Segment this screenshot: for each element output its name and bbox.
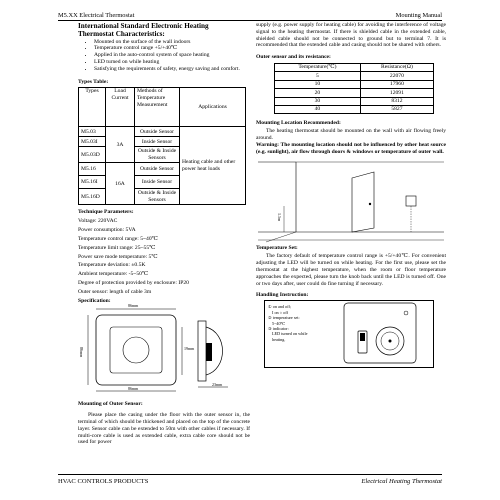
thermostat-front-svg bbox=[330, 301, 430, 365]
method-cell: Outside Sensor bbox=[135, 127, 180, 137]
doc-title: International Standard Electronic Heating Thermostat Characteristics: bbox=[78, 22, 209, 39]
header-right: Mounting Manual bbox=[395, 12, 442, 20]
bullet-item: • Mounted on the surface of the wall indoors bbox=[94, 39, 250, 46]
param-item: Power consumption: 5VA bbox=[78, 227, 136, 234]
legend-line: ② temperature set: bbox=[268, 315, 300, 321]
handling-drawing bbox=[264, 300, 446, 368]
res-cell: 10 bbox=[275, 80, 361, 88]
sensor-heading: Outer sensor and its resistance: bbox=[256, 54, 331, 61]
th-applications: Applications bbox=[180, 88, 246, 127]
tech-heading: Technique Parameters: bbox=[78, 209, 134, 216]
legend-line: LED turned on while bbox=[272, 331, 308, 337]
spec-heading: Specification: bbox=[78, 297, 111, 304]
room-diagram bbox=[256, 158, 446, 244]
param-item: Power save mode temperature: 5℃ bbox=[78, 253, 158, 260]
types-table bbox=[78, 87, 246, 205]
res-header: Resistance(Ω) bbox=[360, 64, 433, 72]
spec-drawing-svg bbox=[78, 305, 250, 397]
dim-depth: 23mm bbox=[212, 382, 223, 388]
types-heading: Types Table: bbox=[78, 78, 109, 85]
bullet-item: • LED turned on while heating bbox=[94, 59, 250, 66]
param-item: Degree of protection provided by enclosure: IP20 bbox=[78, 279, 189, 286]
spec-drawing bbox=[78, 305, 250, 397]
room-diagram-svg bbox=[256, 158, 446, 244]
param-list bbox=[78, 218, 250, 295]
type-cell: M5.16D bbox=[79, 189, 106, 205]
footer-left: HVAC CONTROLS PRODUCTS bbox=[58, 477, 149, 485]
res-cell: 5827 bbox=[360, 106, 433, 114]
param-item: Ambient temperature: -5~50℃ bbox=[78, 271, 149, 278]
right-column bbox=[256, 22, 446, 368]
res-cell: 20 bbox=[275, 89, 361, 97]
characteristics-list bbox=[78, 39, 250, 73]
res-cell: 5 bbox=[275, 72, 361, 80]
warning-text: Warning: The mounting location should not be influenced by other heat source (e.g. sunlight), air flow through doors & windows or temperature of outer wall. bbox=[256, 141, 446, 155]
handling-legend bbox=[268, 304, 307, 342]
footer-right: Electrical Heating Thermostat bbox=[361, 477, 442, 485]
mount-heading: Mounting of Outer Sensor: bbox=[78, 401, 143, 408]
type-cell: M5.16 bbox=[79, 163, 106, 176]
type-cell: M5.03D bbox=[79, 147, 106, 163]
th-load: Load Current bbox=[106, 88, 135, 127]
tset-heading: Temperature Set: bbox=[256, 245, 298, 252]
res-cell: 40 bbox=[275, 106, 361, 114]
th-types: Types bbox=[79, 88, 106, 127]
current-cell: 16A bbox=[106, 163, 135, 205]
res-cell: 8312 bbox=[360, 97, 433, 105]
method-cell: Outside & Inside Sensors bbox=[135, 147, 180, 163]
diagram-height-label: 1.5m bbox=[276, 213, 282, 222]
param-item: Outer sensor: length of cable 3m bbox=[78, 288, 152, 295]
param-item: Temperature deviation: ±0.5K bbox=[78, 262, 146, 269]
type-cell: M5.03 bbox=[79, 127, 106, 137]
param-item: Temperature limit range: 25~55℃ bbox=[78, 244, 156, 251]
mount-text: Please place the casing under the floor with the outer sensor in, the terminal of which should be thickened and placed on the top of the concrete layer. Sensor cable can be extended to 50m with other cables if necessary. If multi-core cable is used as extended cable, extra cable core should not be used for power bbox=[78, 412, 250, 446]
dim-side: 86mm bbox=[78, 347, 84, 358]
res-header: Temperature(℃) bbox=[275, 64, 361, 72]
dim-top: 86mm bbox=[128, 303, 139, 309]
legend-line: 5~40℃ bbox=[272, 320, 286, 326]
dim-inner: 19mm bbox=[184, 346, 195, 352]
res-cell: 22070 bbox=[360, 72, 433, 80]
legend-line: ③ indicator: bbox=[268, 325, 289, 331]
legend-line: ① on and off; bbox=[268, 304, 292, 310]
th-method: Methods of Temperature Measurement bbox=[135, 88, 180, 127]
legend-line: I on ○ off bbox=[272, 309, 289, 315]
res-cell: 17960 bbox=[360, 80, 433, 88]
res-cell: 12091 bbox=[360, 89, 433, 97]
legend-line: heating. bbox=[272, 336, 286, 342]
method-cell: Outside & Inside Sensors bbox=[135, 189, 180, 205]
type-cell: M5.03I bbox=[79, 137, 106, 147]
bullet-item: • Temperature control range +5/+40℃ bbox=[94, 45, 250, 52]
left-column bbox=[78, 22, 250, 446]
method-cell: Inside Sensor bbox=[135, 176, 180, 189]
application-cell: Heating cable and other power heat loads bbox=[180, 127, 246, 205]
page-header bbox=[58, 10, 442, 21]
current-cell: 3A bbox=[106, 127, 135, 163]
res-cell: 30 bbox=[275, 97, 361, 105]
bullet-item: • Applied in the auto-control system of space heating bbox=[94, 52, 250, 59]
bullet-item: • Satisfying the requirements of safety, energy saving and comfort. bbox=[94, 66, 250, 73]
type-cell: M5.16I bbox=[79, 176, 106, 189]
param-item: Voltage: 220VAC bbox=[78, 218, 118, 225]
page-footer bbox=[58, 474, 442, 486]
header-left: M5.XX Electrical Thermostat bbox=[58, 12, 135, 20]
handling-heading: Handling Instruction: bbox=[256, 292, 309, 299]
location-heading: Mounting Location Recommended: bbox=[256, 120, 341, 127]
dim-bottom: 86mm bbox=[128, 386, 139, 392]
param-item: Temperature control range: 5~40℃ bbox=[78, 235, 158, 242]
method-cell: Outside Sensor bbox=[135, 163, 180, 176]
intro-text: supply (e.g. power supply for heating cable) for avoiding the interference of voltage signal to the heating thermostat. If there is shielded cable in the extended cable, shielded cable should not be connected to ground but to terminal 7. It is recommended that the extended cable and casing should not be shared with others. bbox=[256, 22, 446, 49]
method-cell: Inside Sensor bbox=[135, 137, 180, 147]
location-text: The heating thermostat should be mounted on the wall with air flowing freely around. bbox=[256, 128, 446, 142]
tset-text: The factory default of temperature control range is +5/+40℃. For convenient adjusting the LED will be turned on while heating. For the first use, please set the thermostat at the highest temperature, when the room or floor temperature approaches the expected, please turn the knob back until the LED is turned off. One or two days after, user could do fine turning if necessary. bbox=[256, 253, 446, 287]
resistance-table bbox=[274, 63, 434, 114]
